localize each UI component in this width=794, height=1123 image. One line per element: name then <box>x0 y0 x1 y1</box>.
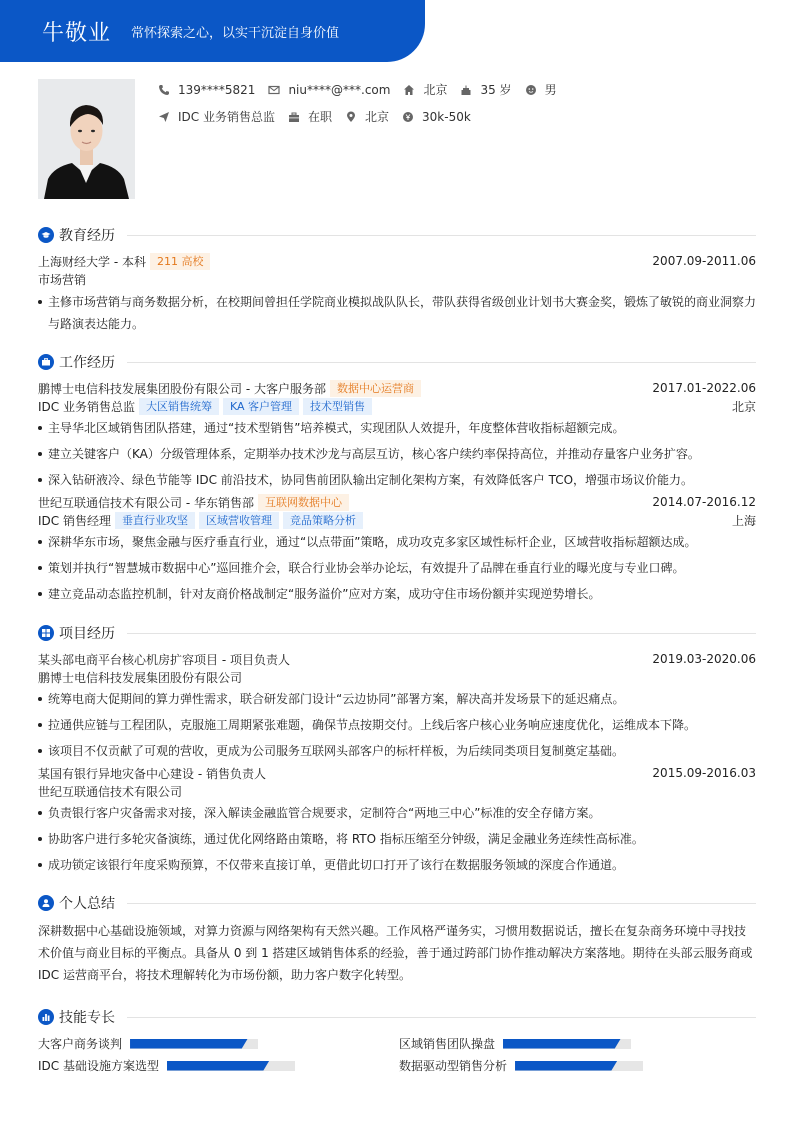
work-city: 北京 <box>731 399 756 414</box>
project-bullet: 该项目不仅贡献了可观的营收，更成为公司服务互联网头部客户的标杆样板，为后续同类项目复制奠定基础。 <box>38 740 756 762</box>
profile-salary: 30k-50k <box>402 110 471 124</box>
skill-tag: 大区销售统筹 <box>139 398 219 415</box>
education-bullet: 主修市场营销与商务数据分析，在校期间曾担任学院商业模拟战队队长，带队获得省级创业计划书大赛金奖，锻炼了敏锐的商业洞察力与路演表达能力。 <box>38 291 756 335</box>
work-entry-2 <box>38 493 756 605</box>
briefcase-icon <box>38 354 54 370</box>
project-bullet: 负责银行客户灾备需求对接，深入解读金融监管合规要求，定制符合“两地三中心”标准的安全存储方案。 <box>38 802 756 824</box>
work-bullet: 深耕华东市场，聚焦金融与医疗垂直行业，通过“以点带面”策略，成功攻克多家区域性标杆企业，区域营收指标超额达成。 <box>38 531 756 553</box>
skill-name: 大客户商务谈判 <box>38 1037 123 1051</box>
skill-level-fill <box>130 1039 248 1049</box>
section-skills <box>38 1007 756 1027</box>
work-period: 2017.01-2022.06 <box>652 381 756 395</box>
school-tag: 211 高校 <box>150 253 211 270</box>
company-tag: 互联网数据中心 <box>258 494 349 511</box>
section-divider <box>127 1017 756 1018</box>
profile-position: IDC 业务销售总监 <box>158 108 275 125</box>
project-bullet: 统筹电商大促期间的算力弹性需求，联合研发部门设计“云边协同”部署方案，解决高并发场景下的延迟痛点。 <box>38 688 756 710</box>
project-name: 某国有银行异地灾备中心建设 - 销售负责人 <box>38 766 266 781</box>
section-projects <box>38 623 756 643</box>
skill-level-fill <box>167 1061 269 1071</box>
company-name: 鹏博士电信科技发展集团股份有限公司 - 大客户服务部 <box>38 381 326 396</box>
skill-item <box>38 1035 258 1052</box>
section-education <box>38 225 756 245</box>
section-title: 教育经历 <box>59 228 115 244</box>
graduation-cap-icon <box>38 227 54 243</box>
work-entry-1 <box>38 379 756 491</box>
mail-icon <box>268 84 280 96</box>
work-bullet: 建立关键客户（KA）分级管理体系，定期举办技术沙龙与高层互访，核心客户续约率保持高位，并推动存量客户业务扩容。 <box>38 443 756 465</box>
company-name: 世纪互联通信技术有限公司 - 华东销售部 <box>38 495 254 510</box>
section-work <box>38 352 756 372</box>
profile-email: niu****@***.com <box>268 83 390 97</box>
major: 市场营销 <box>38 272 87 287</box>
job-title: IDC 销售经理 <box>38 513 111 528</box>
profile-photo <box>38 79 135 199</box>
project-period: 2019.03-2020.06 <box>652 652 756 666</box>
portrait-illustration <box>38 79 135 199</box>
candidate-motto: 常怀探索之心，以实干沉淀自身价值 <box>131 25 340 41</box>
section-divider <box>127 903 756 904</box>
phone-icon <box>158 84 170 96</box>
skill-tag: KA 客户管理 <box>223 398 299 415</box>
skill-level-bar <box>503 1039 631 1049</box>
project-org: 鹏博士电信科技发展集团股份有限公司 <box>38 670 243 685</box>
bar-chart-icon <box>38 1009 54 1025</box>
company-tag: 数据中心运营商 <box>330 380 421 397</box>
school-name: 上海财经大学 - 本科 <box>38 254 146 269</box>
skill-name: IDC 基础设施方案选型 <box>38 1059 159 1073</box>
work-bullet: 深入钻研液冷、绿色节能等 IDC 前沿技术，协同售前团队输出定制化架构方案，有效降低客户 TCO，增强市场议价能力。 <box>38 469 756 491</box>
skill-item <box>38 1057 295 1074</box>
work-period: 2014.07-2016.12 <box>652 495 756 509</box>
briefcase-icon <box>288 111 300 123</box>
section-title: 个人总结 <box>59 896 115 912</box>
section-title: 工作经历 <box>59 355 115 371</box>
section-divider <box>127 633 756 634</box>
user-icon <box>38 895 54 911</box>
skill-tag: 竞品策略分析 <box>283 512 363 529</box>
project-period: 2015.09-2016.03 <box>652 766 756 780</box>
profile-city: 北京 <box>403 81 447 98</box>
skill-name: 区域销售团队操盘 <box>399 1037 496 1051</box>
skill-tag: 技术型销售 <box>303 398 372 415</box>
cake-icon <box>460 84 472 96</box>
profile-row-2 <box>158 108 484 125</box>
skill-item <box>399 1035 631 1052</box>
profile-phone: 139****5821 <box>158 83 255 97</box>
section-title: 项目经历 <box>59 626 115 642</box>
section-title: 技能专长 <box>59 1010 115 1026</box>
profile-row-1 <box>158 81 570 98</box>
profile-status: 在职 <box>288 108 332 125</box>
work-bullet: 主导华北区域销售团队搭建，通过“技术型销售”培养模式，实现团队人效提升，年度整体营收指标超额完成。 <box>38 417 756 439</box>
salary-icon <box>402 111 414 123</box>
gender-icon <box>525 84 537 96</box>
skill-name: 数据驱动型销售分析 <box>399 1059 508 1073</box>
skill-level-bar <box>167 1061 295 1071</box>
skill-level-fill <box>503 1039 621 1049</box>
skill-tag: 垂直行业攻坚 <box>115 512 195 529</box>
header-band <box>0 0 425 62</box>
profile-gender: 男 <box>525 81 557 98</box>
skill-tag: 区域营收管理 <box>199 512 279 529</box>
project-bullet: 协助客户进行多轮灾备演练，通过优化网络路由策略，将 RTO 指标压缩至分钟级，满足金融业务连续性高标准。 <box>38 828 756 850</box>
profile-target-city: 北京 <box>345 108 389 125</box>
skill-level-fill <box>515 1061 617 1071</box>
section-divider <box>127 362 756 363</box>
skill-item <box>399 1057 643 1074</box>
project-bullet: 拉通供应链与工程团队，克服施工周期紧张难题，确保节点按期交付。上线后客户核心业务响应速度优化，运维成本下降。 <box>38 714 756 736</box>
project-entry-2 <box>38 764 756 876</box>
education-period: 2007.09-2011.06 <box>652 254 756 268</box>
project-name: 某头部电商平台核心机房扩容项目 - 项目负责人 <box>38 652 290 667</box>
location-icon <box>345 111 357 123</box>
education-entry <box>38 252 756 335</box>
home-icon <box>403 84 415 96</box>
summary-text: 深耕数据中心基础设施领域，对算力资源与网络架构有天然兴趣。工作风格严谨务实，习惯用数据说话，擅长在复杂商务环境中寻找技术价值与商业目标的平衡点。具备从 0 到 1 搭建区域销售体系的经验，善于通过跨部门协作推动解决方案落地。期待在头部云服务商或 IDC 运营商平台，将技术理解转化为市场份额，助力客户数字化转型。 <box>38 924 753 982</box>
send-icon <box>158 111 170 123</box>
work-bullet: 策划并执行“智慧城市数据中心”巡回推介会，联合行业协会举办论坛，有效提升了品牌在垂直行业的曝光度与专业口碑。 <box>38 557 756 579</box>
grid-icon <box>38 625 54 641</box>
section-summary <box>38 893 756 913</box>
work-bullet: 建立竞品动态监控机制，针对友商价格战制定“服务溢价”应对方案，成功守住市场份额并实现逆势增长。 <box>38 583 756 605</box>
job-title: IDC 业务销售总监 <box>38 399 135 414</box>
project-org: 世纪互联通信技术有限公司 <box>38 784 183 799</box>
section-divider <box>127 235 756 236</box>
project-bullet: 成功锁定该银行年度采购预算，不仅带来直接订单，更借此切口打开了该行在数据服务领域的深度合作通道。 <box>38 854 756 876</box>
work-city: 上海 <box>731 513 756 528</box>
skill-level-bar <box>130 1039 258 1049</box>
skill-level-bar <box>515 1061 643 1071</box>
project-entry-1 <box>38 650 756 762</box>
candidate-name: 牛敬业 <box>42 20 112 46</box>
profile-age: 35 岁 <box>460 81 511 98</box>
